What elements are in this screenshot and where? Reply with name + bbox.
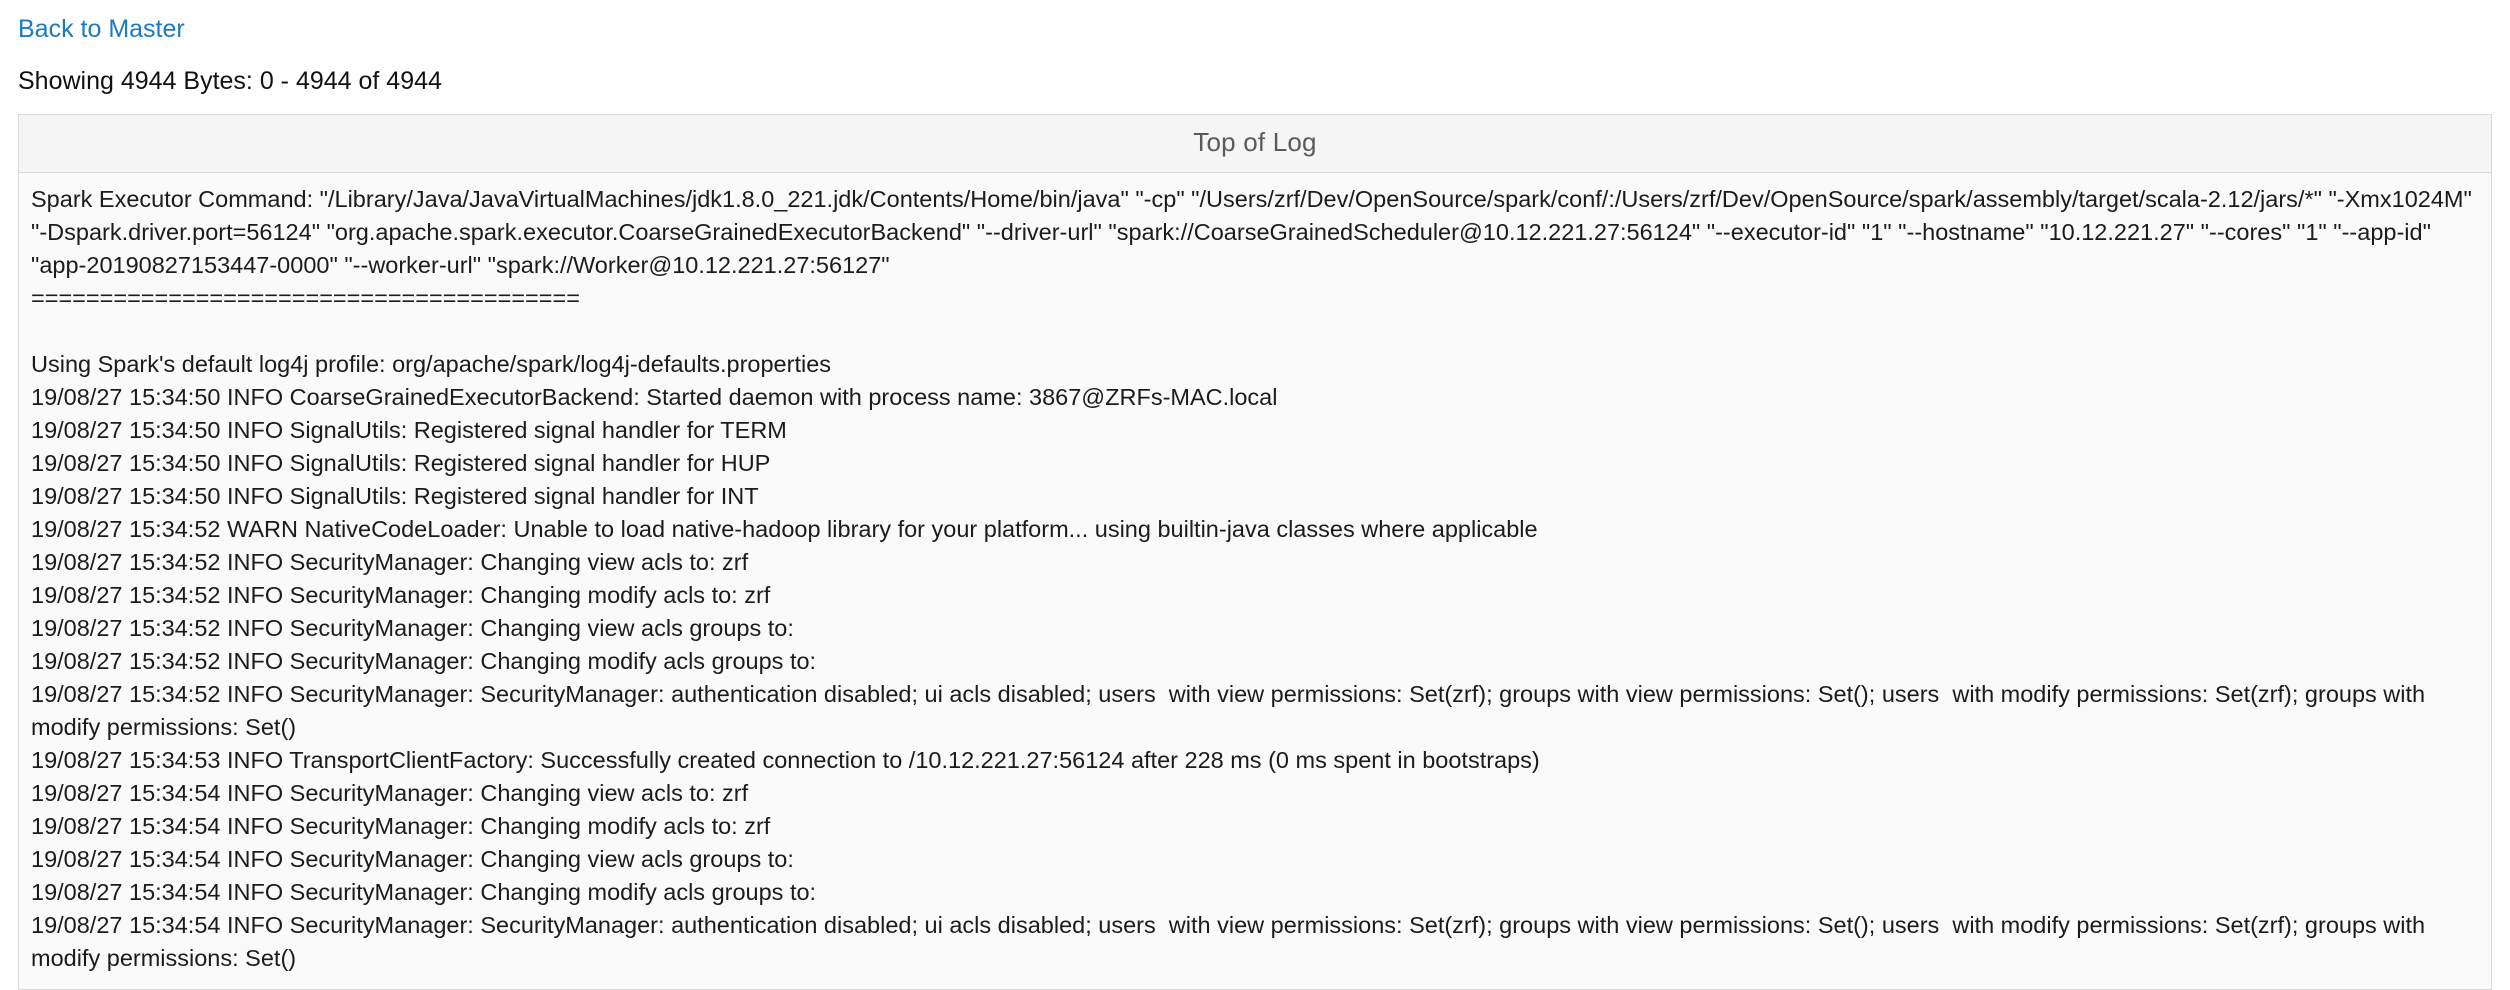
log-line: 19/08/27 15:34:52 INFO SecurityManager: SecurityManager: authentication disabled; ui acls disabled; users with view permissions: Set(zrf); groups with view permissions: Set(); users with modify permissions: Set(zrf); groups with modify permissions: Set()	[31, 681, 2432, 740]
log-panel	[18, 114, 2492, 990]
log-line: 19/08/27 15:34:52 INFO SecurityManager: Changing modify acls to: zrf	[31, 582, 771, 608]
log-line: 19/08/27 15:34:54 INFO SecurityManager: Changing modify acls groups to:	[31, 879, 817, 905]
log-line: 19/08/27 15:34:52 INFO SecurityManager: Changing modify acls groups to:	[31, 648, 817, 674]
log-line: 19/08/27 15:34:53 INFO TransportClientFactory: Successfully created connection to /10.12.221.27:56124 after 228 ms (0 ms spent in bootstraps)	[31, 747, 1540, 773]
log-line: 19/08/27 15:34:52 INFO SecurityManager: Changing view acls to: zrf	[31, 549, 749, 575]
log-line: 19/08/27 15:34:54 INFO SecurityManager: Changing view acls to: zrf	[31, 780, 749, 806]
log-line: ========================================	[31, 285, 580, 311]
log-line: 19/08/27 15:34:52 INFO SecurityManager: Changing view acls groups to:	[31, 615, 794, 641]
log-line: 19/08/27 15:34:50 INFO SignalUtils: Registered signal handler for HUP	[31, 450, 771, 476]
log-line: 19/08/27 15:34:50 INFO CoarseGrainedExecutorBackend: Started daemon with process name: 3867@ZRFs-MAC.local	[31, 384, 1278, 410]
back-to-master-link[interactable]: Back to Master	[18, 15, 185, 43]
log-line: 19/08/27 15:34:54 INFO SecurityManager: SecurityManager: authentication disabled; ui acls disabled; users with view permissions: Set(zrf); groups with view permissions: Set(); users with modify permissions: Set(zrf); groups with modify permissions: Set()	[31, 912, 2432, 971]
log-line: 19/08/27 15:34:52 WARN NativeCodeLoader: Unable to load native-hadoop library for your platform... using builtin-java classes where applicable	[31, 516, 1538, 542]
log-line: 19/08/27 15:34:54 INFO SecurityManager: Changing view acls groups to:	[31, 846, 794, 872]
log-line: Spark Executor Command: "/Library/Java/JavaVirtualMachines/jdk1.8.0_221.jdk/Contents/Home/bin/java" "-cp" "/Users/zrf/Dev/OpenSource/spark/conf/:/Users/zrf/Dev/OpenSource/spark/assembly/target/scala-2.12/jars/*" "-Xmx1024M" "-Dspark.driver.port=56124" "org.apache.spark.executor.CoarseGrainedExecutorBackend" "--driver-url" "spark://CoarseGrainedScheduler@10.12.221.27:56124" "--executor-id" "1" "--hostname" "10.12.221.27" "--cores" "1" "--app-id" "app-20190827153447-0000" "--worker-url" "spark://Worker@10.12.221.27:56127"	[31, 186, 2479, 278]
log-line	[31, 315, 2479, 348]
log-panel-header: Top of Log	[19, 115, 2491, 173]
log-line: 19/08/27 15:34:50 INFO SignalUtils: Registered signal handler for TERM	[31, 417, 787, 443]
log-content[interactable]	[19, 173, 2491, 989]
log-line: Using Spark's default log4j profile: org/apache/spark/log4j-defaults.properties	[31, 351, 832, 377]
showing-bytes-status: Showing 4944 Bytes: 0 - 4944 of 4944	[18, 67, 442, 95]
log-line: 19/08/27 15:34:50 INFO SignalUtils: Registered signal handler for INT	[31, 483, 759, 509]
log-line: 19/08/27 15:34:54 INFO SecurityManager: Changing modify acls to: zrf	[31, 813, 771, 839]
